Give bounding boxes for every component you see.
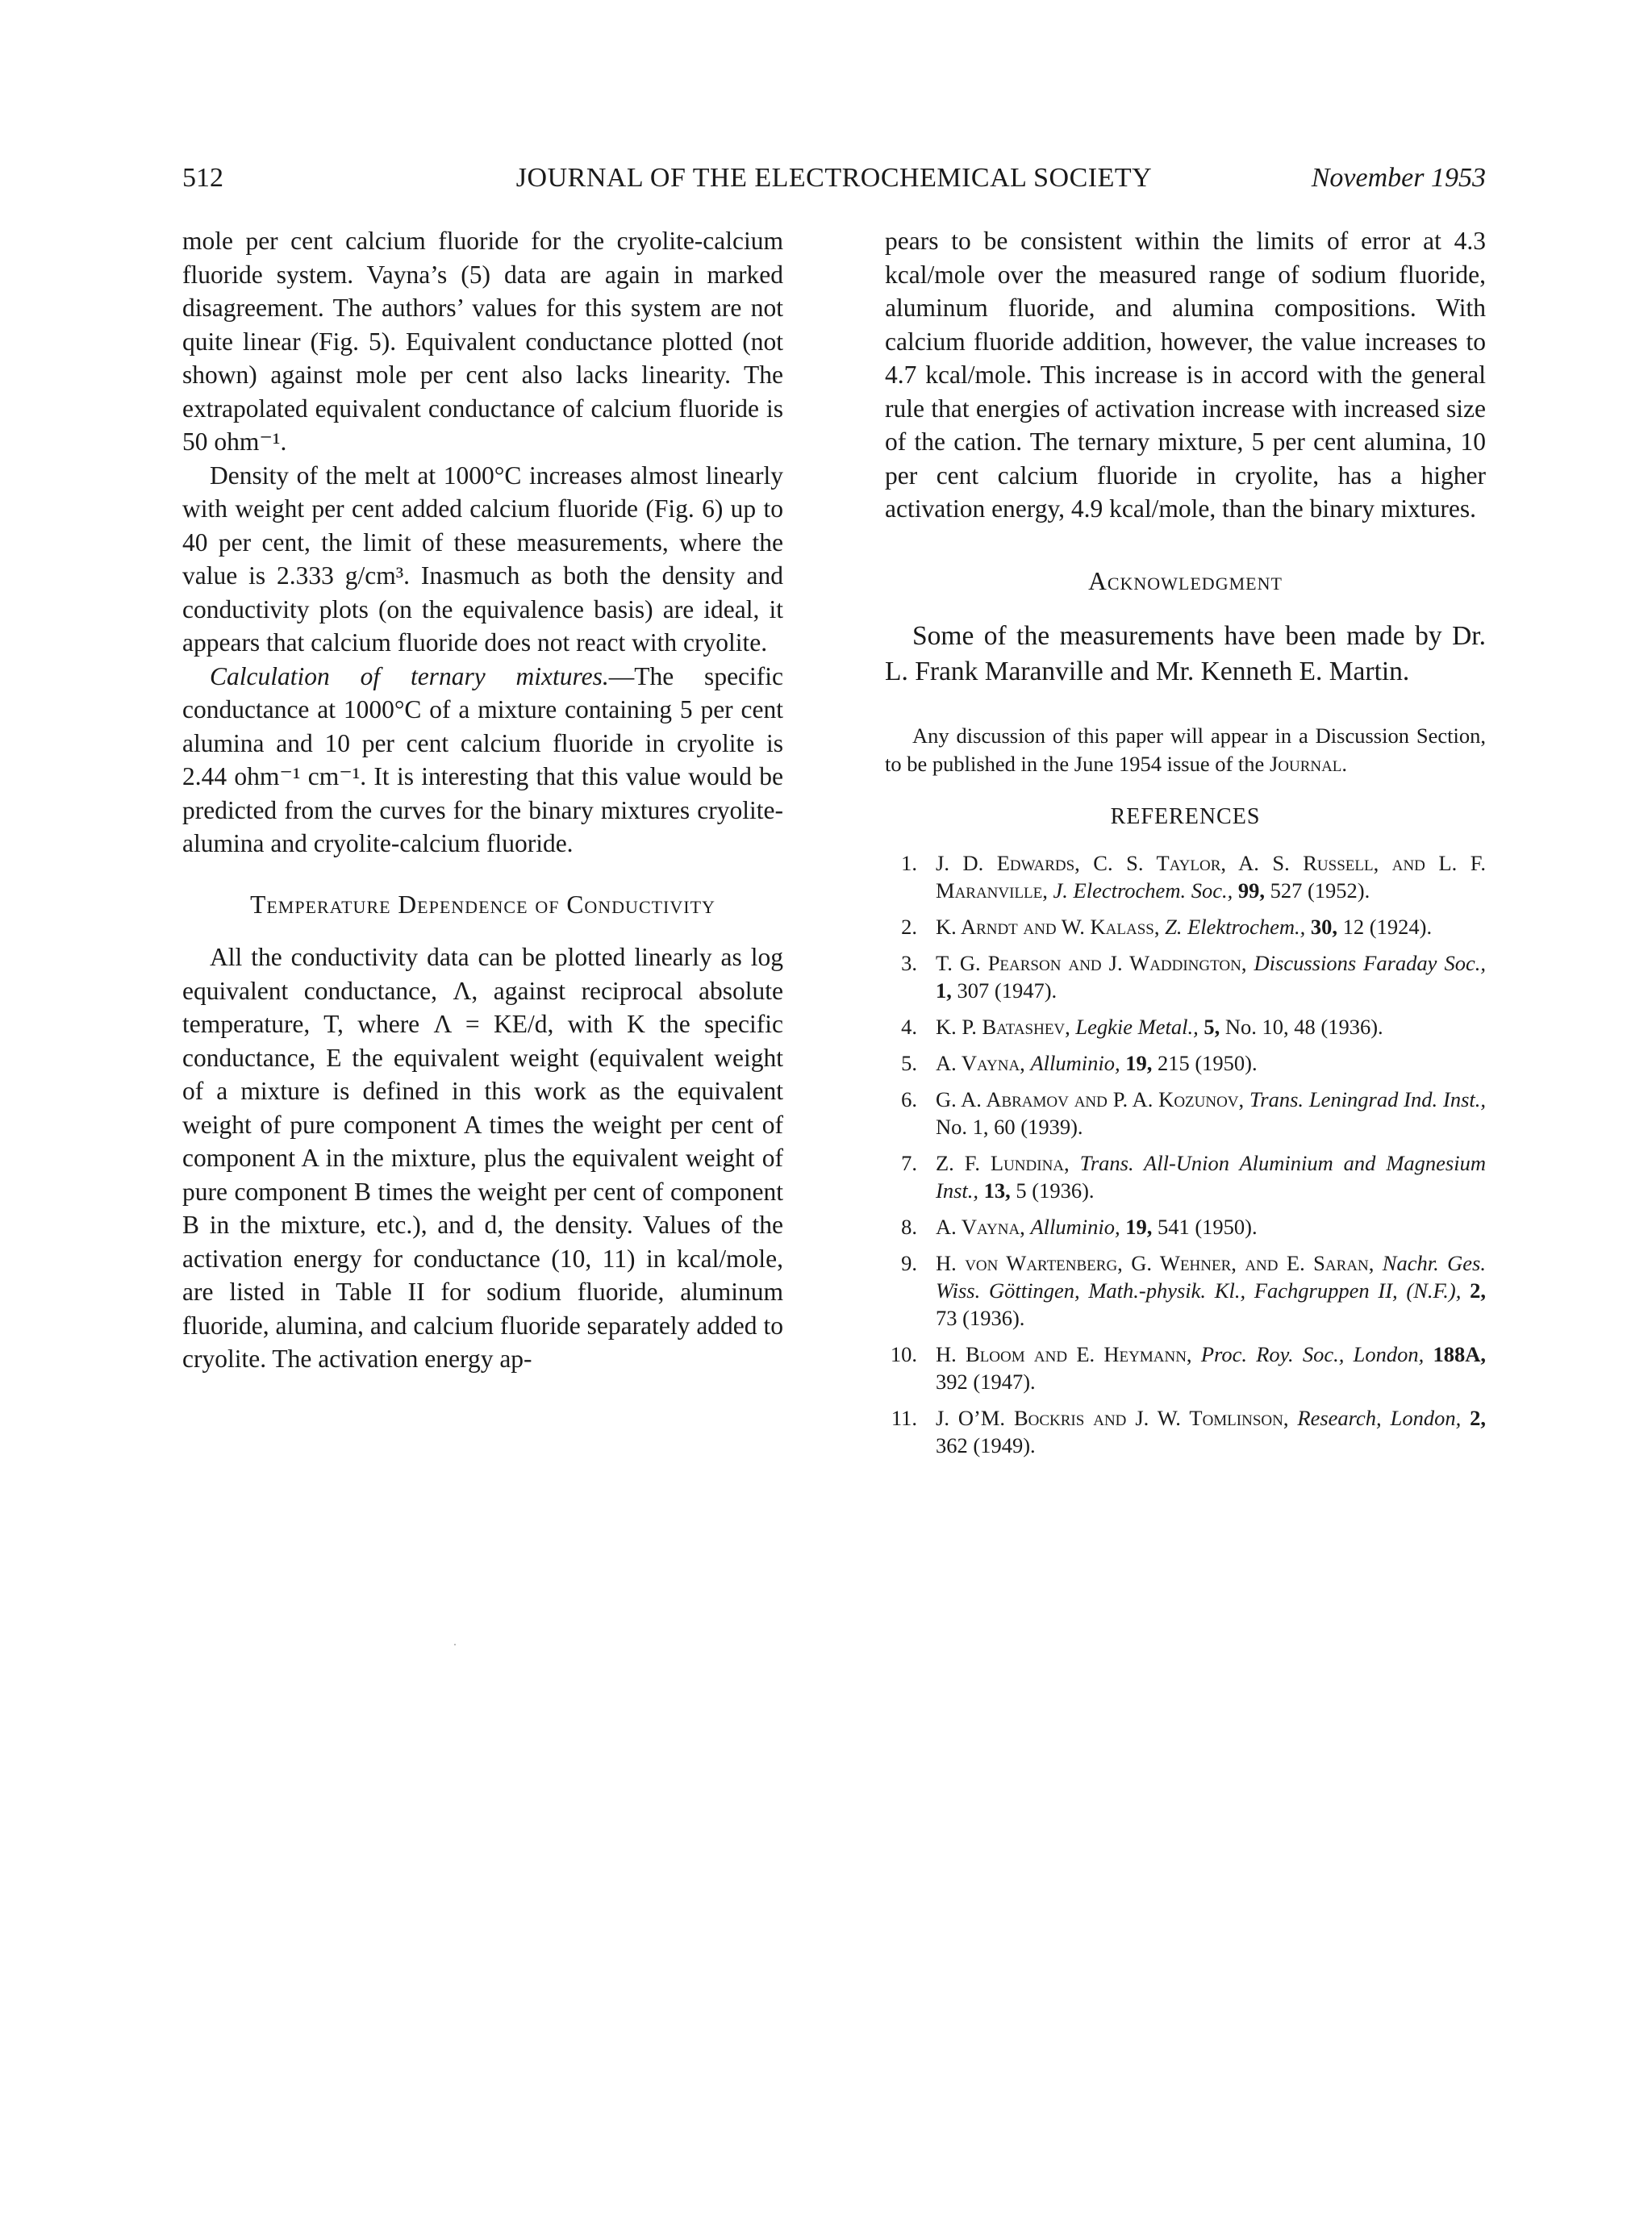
reference-source: Legkie Metal., xyxy=(1075,1015,1199,1039)
paragraph xyxy=(182,660,783,861)
reference-rest: 5 (1936). xyxy=(1016,1178,1095,1203)
reference-authors: J. O’M. Bockris and J. W. Tomlinson, xyxy=(936,1406,1289,1430)
reference-rest: 527 (1952). xyxy=(1270,878,1370,903)
reference-authors: K. Arndt and W. Kalass, xyxy=(936,915,1160,939)
reference-rest: 362 (1949). xyxy=(936,1433,1036,1457)
reference-item xyxy=(885,1213,1486,1241)
reference-authors: H. Bloom and E. Heymann, xyxy=(936,1342,1192,1366)
reference-source: Trans. All-Union Aluminium and Magnesium Inst., xyxy=(936,1151,1486,1203)
reference-number: 6. xyxy=(901,1087,917,1111)
reference-volume: 19, xyxy=(1125,1051,1153,1075)
reference-volume: 2, xyxy=(1470,1278,1487,1303)
reference-volume: 13, xyxy=(983,1178,1011,1203)
reference-authors: J. D. Edwards, C. S. Taylor, A. S. Russell, and L. F. Maranville, xyxy=(936,851,1486,903)
reference-number: 10. xyxy=(890,1342,917,1366)
reference-volume: 2, xyxy=(1470,1406,1487,1430)
journal-title: JOURNAL OF THE ELECTROCHEMICAL SOCIETY xyxy=(515,163,1153,193)
reference-volume: 188A, xyxy=(1433,1342,1487,1366)
reference-rest: No. 1, 60 (1939). xyxy=(936,1115,1083,1139)
reference-item xyxy=(885,849,1486,904)
reference-item xyxy=(885,1404,1486,1459)
discussion-note xyxy=(885,722,1486,778)
reference-rest: 12 (1924). xyxy=(1342,915,1433,939)
acknowledgment-heading: Acknowledgment xyxy=(1088,566,1283,595)
reference-rest: 541 (1950). xyxy=(1157,1215,1258,1239)
paragraph: All the conductivity data can be plotted linearly as log equivalent conductance, Λ, against reciprocal absolute temperature, T, where Λ = KE/d, with K the specific conductance, E the equivalent weight (equivalent weight of a mixture is defined in this work as the equivalent weight of pure component A times the weight per cent of component A in the mixture, plus the equivalent weight of pure component B times the weight per cent of component B in the mixture, etc.), and d, the density. Values of the activation energy for conductance (10, 11) in kcal/mole, are listed in Table II for sodium fluoride, aluminum fluoride, alumina, and calcium fluoride separately added to cryolite. The activation energy ap- xyxy=(182,943,783,1373)
references-heading: REFERENCES xyxy=(1110,804,1261,829)
paragraph-body: —The specific conductance at 1000°C of a mixture containing 5 per cent alumina and 10 per cent calcium fluoride in cryolite is 2.44 ohm⁻¹ cm⁻¹. It is interesting that this value would be predicted from the curves for the binary mixtures cryolite-alumina and cryolite-calcium fluoride. xyxy=(182,661,784,857)
reference-number: 8. xyxy=(901,1215,917,1239)
reference-number: 11. xyxy=(891,1406,917,1430)
reference-volume: 1, xyxy=(936,978,952,1003)
reference-number: 9. xyxy=(901,1251,917,1275)
reference-rest: 215 (1950). xyxy=(1157,1051,1258,1075)
reference-item xyxy=(885,1013,1486,1040)
page-number: 512 xyxy=(182,163,223,193)
reference-source: Alluminio, xyxy=(1030,1051,1120,1075)
reference-source: Trans. Leningrad Ind. Inst., xyxy=(1249,1087,1486,1111)
reference-item xyxy=(885,913,1486,940)
reference-item xyxy=(885,949,1486,1004)
reference-volume: 30, xyxy=(1310,915,1338,939)
reference-number: 1. xyxy=(901,851,917,875)
page-header xyxy=(182,158,1486,198)
reference-source: Research, London, xyxy=(1297,1406,1462,1430)
reference-number: 5. xyxy=(901,1051,917,1075)
reference-rest: 392 (1947). xyxy=(936,1370,1036,1394)
reference-volume: 5, xyxy=(1204,1015,1220,1039)
scan-speck xyxy=(454,1644,456,1645)
reference-authors: A. Vayna, xyxy=(936,1051,1025,1075)
section-heading: Temperature Dependence of Conductivity xyxy=(250,890,715,919)
reference-item xyxy=(885,1149,1486,1204)
reference-rest: No. 10, 48 (1936). xyxy=(1224,1015,1383,1039)
reference-authors: G. A. Abramov and P. A. Kozunov, xyxy=(936,1087,1245,1111)
reference-volume: 19, xyxy=(1125,1215,1153,1239)
reference-source: J. Electrochem. Soc., xyxy=(1053,878,1233,903)
paragraph: mole per cent calcium fluoride for the cryolite-calcium fluoride system. Vayna’s (5) data are again in marked disagreement. The authors’ values for this system are not quite linear (Fig. 5). Equivalent conductance plotted (not shown) against mole per cent also lacks linearity. The extrapolated equivalent conductance of calcium fluoride is 50 ohm⁻¹. xyxy=(182,227,783,456)
paragraph: pears to be consistent within the limits of error at 4.3 kcal/mole over the measured range of sodium fluoride, aluminum fluoride, and alumina compositions. With calcium fluoride addition, however, the value increases to 4.7 kcal/mole. This increase is in accord with the general rule that energies of activation increase with increased size of the cation. The ternary mixture, 5 per cent alumina, 10 per cent calcium fluoride in cryolite, has a higher activation energy, 4.9 kcal/mole, than the binary mixtures. xyxy=(885,227,1486,523)
reference-source: Proc. Roy. Soc., London, xyxy=(1200,1342,1425,1366)
references-list xyxy=(885,849,1486,1459)
discussion-note-journal: Journal. xyxy=(1269,752,1348,776)
reference-authors: Z. F. Lundina, xyxy=(936,1151,1070,1175)
left-column xyxy=(182,224,783,1376)
reference-rest: 73 (1936). xyxy=(936,1306,1025,1330)
reference-authors: T. G. Pearson and J. Waddington, xyxy=(936,951,1247,975)
reference-authors: A. Vayna, xyxy=(936,1215,1025,1239)
acknowledgment-text: Some of the measurements have been made by Dr. L. Frank Maranville and Mr. Kenneth E. Martin. xyxy=(885,621,1486,686)
reference-source: Alluminio, xyxy=(1030,1215,1120,1239)
paragraph-lead: Calculation of ternary mixtures. xyxy=(210,661,609,690)
reference-source: Discussions Faraday Soc., xyxy=(1254,951,1486,975)
reference-number: 3. xyxy=(901,951,917,975)
discussion-note-text: Any discussion of this paper will appear in a Discussion Section, to be published in the June 1954 issue of the xyxy=(885,723,1486,776)
reference-item xyxy=(885,1341,1486,1395)
reference-item xyxy=(885,1249,1486,1332)
reference-number: 7. xyxy=(901,1151,917,1175)
right-column xyxy=(885,224,1486,1468)
reference-item xyxy=(885,1086,1486,1140)
reference-number: 2. xyxy=(901,915,917,939)
reference-item xyxy=(885,1049,1486,1077)
reference-authors: K. P. Batashev, xyxy=(936,1015,1070,1039)
reference-number: 4. xyxy=(901,1015,917,1039)
reference-source: Z. Elektrochem., xyxy=(1165,915,1306,939)
reference-source: Nachr. Ges. Wiss. Göttingen, Math.-physik. Kl., Fachgruppen II, (N.F.), xyxy=(936,1251,1486,1303)
reference-authors: H. von Wartenberg, G. Wehner, and E. Saran, xyxy=(936,1251,1375,1275)
reference-volume: 99, xyxy=(1237,878,1265,903)
paragraph: Density of the melt at 1000°C increases almost linearly with weight per cent added calcium fluoride (Fig. 6) up to 40 per cent, the limit of these measurements, where the value is 2.333 g/cm³. Inasmuch as both the density and conductivity plots (on the equivalence basis) are ideal, it appears that calcium fluoride does not react with cryolite. xyxy=(182,461,783,657)
issue-date: November 1953 xyxy=(1311,163,1486,193)
reference-rest: 307 (1947). xyxy=(957,978,1058,1003)
